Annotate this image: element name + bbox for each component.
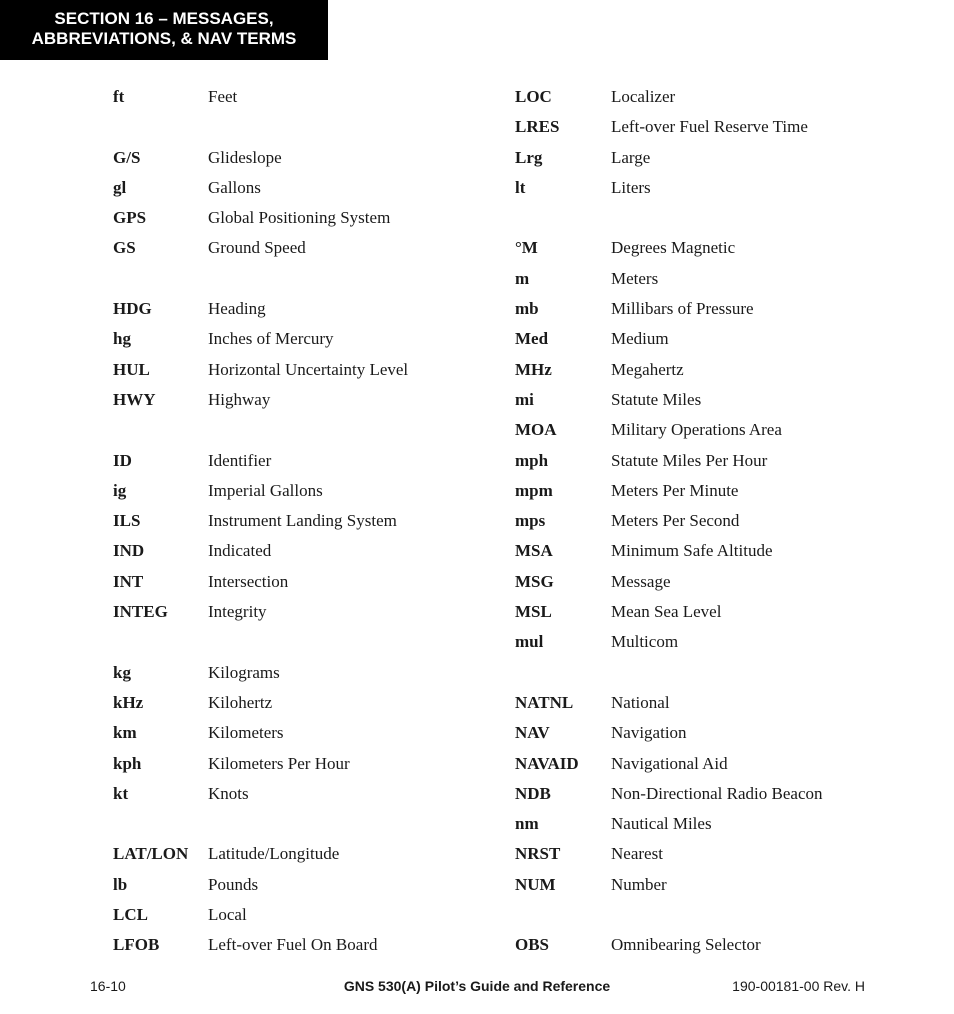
abbreviation-meaning: Kilometers Per Hour bbox=[208, 753, 350, 773]
abbreviation: mb bbox=[515, 299, 539, 319]
abbreviation-meaning: Mean Sea Level bbox=[611, 602, 722, 622]
abbreviation: GS bbox=[113, 238, 136, 258]
abbreviation-meaning: Degrees Magnetic bbox=[611, 238, 736, 258]
abbreviation: mph bbox=[515, 450, 549, 470]
abbreviation-entry bbox=[113, 721, 453, 751]
abbreviation-column-right bbox=[515, 85, 915, 964]
abbreviation: hg bbox=[113, 329, 131, 349]
abbreviation-meaning: Omnibearing Selector bbox=[611, 935, 761, 955]
section-title-line1: SECTION 16 – MESSAGES, bbox=[54, 9, 274, 28]
abbreviation-entry bbox=[515, 812, 915, 842]
abbreviation-meaning: Inches of Mercury bbox=[208, 329, 334, 349]
abbreviation-meaning: Knots bbox=[208, 783, 249, 803]
abbreviation-entry bbox=[515, 85, 915, 115]
abbreviation-meaning: Minimum Safe Altitude bbox=[611, 541, 773, 561]
abbreviation: mpm bbox=[515, 480, 553, 500]
abbreviation-entry bbox=[515, 782, 915, 812]
abbreviation-entry bbox=[113, 933, 453, 963]
abbreviation-entry bbox=[113, 873, 453, 903]
abbreviation-entry bbox=[515, 630, 915, 660]
abbreviation: LCL bbox=[113, 905, 148, 925]
abbreviation-meaning: Number bbox=[611, 874, 667, 894]
abbreviation-entry bbox=[515, 267, 915, 297]
abbreviation: Lrg bbox=[515, 147, 543, 167]
abbreviation: ILS bbox=[113, 511, 141, 531]
abbreviation: kph bbox=[113, 753, 142, 773]
abbreviation-meaning: Non-Directional Radio Beacon bbox=[611, 783, 823, 803]
abbreviation: gl bbox=[113, 177, 127, 197]
page-number: 16-10 bbox=[90, 978, 126, 994]
abbreviation-meaning: Military Operations Area bbox=[611, 420, 782, 440]
abbreviation-entry bbox=[515, 570, 915, 600]
abbreviation-meaning: Navigational Aid bbox=[611, 753, 728, 773]
abbreviation-entry bbox=[515, 236, 915, 266]
abbreviation-entry bbox=[113, 539, 453, 569]
abbreviation-meaning: Megahertz bbox=[611, 359, 684, 379]
section-title-line2: ABBREVIATIONS, & NAV TERMS bbox=[31, 29, 297, 48]
abbreviation-meaning: National bbox=[611, 692, 670, 712]
abbreviation-meaning: Kilometers bbox=[208, 723, 284, 743]
abbreviation-entry bbox=[113, 388, 453, 418]
abbreviation: LOC bbox=[515, 87, 552, 106]
abbreviation-meaning: Large bbox=[611, 147, 651, 167]
abbreviation-meaning: Millibars of Pressure bbox=[611, 299, 754, 319]
abbreviation-entry bbox=[113, 661, 453, 691]
abbreviation-entry bbox=[515, 479, 915, 509]
abbreviation-entry bbox=[515, 509, 915, 539]
abbreviation-meaning: Global Positioning System bbox=[208, 208, 391, 228]
abbreviation: km bbox=[113, 723, 137, 743]
abbreviation-meaning: Message bbox=[611, 571, 671, 591]
abbreviation-entry bbox=[113, 479, 453, 509]
abbreviation-meaning: Integrity bbox=[208, 602, 267, 622]
abbreviation-entry bbox=[113, 297, 453, 327]
abbreviation-entry bbox=[515, 661, 915, 691]
abbreviation: HDG bbox=[113, 299, 152, 319]
abbreviation-entry bbox=[113, 782, 453, 812]
abbreviation-meaning: Instrument Landing System bbox=[208, 511, 397, 531]
abbreviation: Med bbox=[515, 329, 549, 349]
abbreviation-meaning: Heading bbox=[208, 299, 266, 319]
abbreviation: NDB bbox=[515, 783, 551, 803]
abbreviation-entry bbox=[515, 752, 915, 782]
abbreviation: NATNL bbox=[515, 692, 574, 712]
abbreviation: IND bbox=[113, 541, 145, 561]
abbreviation: ft bbox=[113, 87, 125, 106]
abbreviation-entry bbox=[113, 358, 453, 388]
abbreviation: kg bbox=[113, 662, 131, 682]
abbreviation-entry bbox=[515, 327, 915, 357]
document-title: GNS 530(A) Pilot’s Guide and Reference bbox=[343, 978, 611, 994]
abbreviation-meaning: Medium bbox=[611, 329, 669, 349]
abbreviation-meaning: Localizer bbox=[611, 87, 676, 106]
abbreviation: OBS bbox=[515, 935, 550, 955]
abbreviation-meaning: Nearest bbox=[611, 844, 663, 864]
abbreviation-entry bbox=[113, 691, 453, 721]
abbreviation: MSG bbox=[515, 571, 554, 591]
abbreviation-entry bbox=[515, 600, 915, 630]
abbreviation: °M bbox=[515, 238, 538, 258]
abbreviation-meaning: Nautical Miles bbox=[611, 814, 712, 834]
abbreviation-meaning: Feet bbox=[208, 87, 238, 106]
abbreviation: INTEG bbox=[113, 602, 168, 622]
abbreviation-meaning: Multicom bbox=[611, 632, 679, 652]
abbreviation-entry bbox=[113, 176, 453, 206]
abbreviation: mps bbox=[515, 511, 546, 531]
abbreviation-meaning: Left-over Fuel Reserve Time bbox=[611, 117, 808, 137]
abbreviation-meaning: Meters Per Second bbox=[611, 511, 740, 531]
abbreviation-entry bbox=[113, 236, 453, 266]
abbreviation-meaning: Latitude/Longitude bbox=[208, 844, 340, 864]
abbreviation-entry bbox=[515, 358, 915, 388]
abbreviation: GPS bbox=[113, 208, 147, 228]
abbreviation-entry bbox=[113, 509, 453, 539]
abbreviation-entry bbox=[113, 115, 453, 145]
abbreviation-entry bbox=[515, 721, 915, 751]
abbreviation-meaning: Imperial Gallons bbox=[208, 480, 323, 500]
abbreviation-meaning: Indicated bbox=[208, 541, 272, 561]
abbreviation-entry bbox=[515, 297, 915, 327]
abbreviation: m bbox=[515, 268, 530, 288]
abbreviation: ID bbox=[113, 450, 132, 470]
abbreviation-meaning: Ground Speed bbox=[208, 238, 306, 258]
page-footer bbox=[0, 978, 954, 1000]
abbreviation: NRST bbox=[515, 844, 561, 864]
abbreviation-entry bbox=[515, 691, 915, 721]
abbreviation-meaning: Navigation bbox=[611, 723, 687, 743]
abbreviation: lt bbox=[515, 177, 526, 197]
abbreviation: NAVAID bbox=[515, 753, 579, 773]
abbreviation-entry bbox=[113, 449, 453, 479]
abbreviation-entry bbox=[515, 115, 915, 145]
abbreviation-meaning: Kilohertz bbox=[208, 692, 273, 712]
abbreviation: INT bbox=[113, 571, 144, 591]
abbreviation-meaning: Meters bbox=[611, 268, 659, 288]
abbreviation-meaning: Left-over Fuel On Board bbox=[208, 935, 378, 955]
abbreviation-entry bbox=[515, 176, 915, 206]
abbreviation-entry bbox=[113, 570, 453, 600]
abbreviation-entry bbox=[515, 418, 915, 448]
abbreviation: kt bbox=[113, 783, 129, 803]
abbreviation-meaning: Meters Per Minute bbox=[611, 480, 739, 500]
abbreviation: LAT/LON bbox=[113, 844, 189, 864]
abbreviation-entry bbox=[113, 85, 453, 115]
abbreviation-entry bbox=[515, 206, 915, 236]
abbreviation: kHz bbox=[113, 692, 144, 712]
abbreviation-entry bbox=[515, 449, 915, 479]
abbreviation-entry bbox=[113, 812, 453, 842]
abbreviation: HUL bbox=[113, 359, 150, 379]
abbreviation: MSL bbox=[515, 602, 552, 622]
abbreviation-entry bbox=[515, 873, 915, 903]
abbreviation-entry bbox=[113, 752, 453, 782]
abbreviation-column-left bbox=[113, 85, 453, 964]
abbreviation-meaning: Gallons bbox=[208, 177, 261, 197]
abbreviation: lb bbox=[113, 874, 128, 894]
abbreviation: ig bbox=[113, 480, 127, 500]
abbreviation-entry bbox=[515, 146, 915, 176]
abbreviation-entry bbox=[113, 903, 453, 933]
abbreviation-meaning: Statute Miles bbox=[611, 389, 702, 409]
abbreviation-entry bbox=[113, 842, 453, 872]
abbreviation-meaning: Pounds bbox=[208, 874, 259, 894]
abbreviation-entry bbox=[113, 630, 453, 660]
abbreviation-entry bbox=[113, 267, 453, 297]
document-id: 190-00181-00 Rev. H bbox=[732, 978, 865, 994]
abbreviation-entry bbox=[113, 418, 453, 448]
abbreviation: LFOB bbox=[113, 935, 160, 955]
abbreviation-entry bbox=[113, 146, 453, 176]
abbreviation: MHz bbox=[515, 359, 552, 379]
abbreviation-meaning: Liters bbox=[611, 177, 651, 197]
abbreviation: mi bbox=[515, 389, 534, 409]
abbreviation: NUM bbox=[515, 874, 556, 894]
abbreviation-entry bbox=[113, 327, 453, 357]
abbreviation: LRES bbox=[515, 117, 560, 137]
abbreviation-meaning: Kilograms bbox=[208, 662, 280, 682]
abbreviation-meaning: Highway bbox=[208, 389, 271, 409]
abbreviation-entry bbox=[113, 206, 453, 236]
abbreviation-meaning: Statute Miles Per Hour bbox=[611, 450, 768, 470]
abbreviation: NAV bbox=[515, 723, 550, 743]
abbreviation-entry bbox=[515, 933, 915, 963]
abbreviation-entry bbox=[515, 842, 915, 872]
abbreviation: MOA bbox=[515, 420, 557, 440]
abbreviation-meaning: Local bbox=[208, 905, 247, 925]
abbreviation-entry bbox=[113, 600, 453, 630]
abbreviation: nm bbox=[515, 814, 539, 834]
abbreviation-entry bbox=[515, 539, 915, 569]
abbreviation-entry bbox=[515, 903, 915, 933]
abbreviation: mul bbox=[515, 632, 544, 652]
abbreviation-meaning: Intersection bbox=[208, 571, 289, 591]
section-header-tab bbox=[0, 0, 328, 60]
abbreviation: HWY bbox=[113, 389, 156, 409]
abbreviation-meaning: Identifier bbox=[208, 450, 272, 470]
abbreviation-entry bbox=[515, 388, 915, 418]
abbreviation-meaning: Glideslope bbox=[208, 147, 282, 167]
abbreviation-meaning: Horizontal Uncertainty Level bbox=[208, 359, 409, 379]
abbreviation: MSA bbox=[515, 541, 553, 561]
abbreviation: G/S bbox=[113, 147, 141, 167]
